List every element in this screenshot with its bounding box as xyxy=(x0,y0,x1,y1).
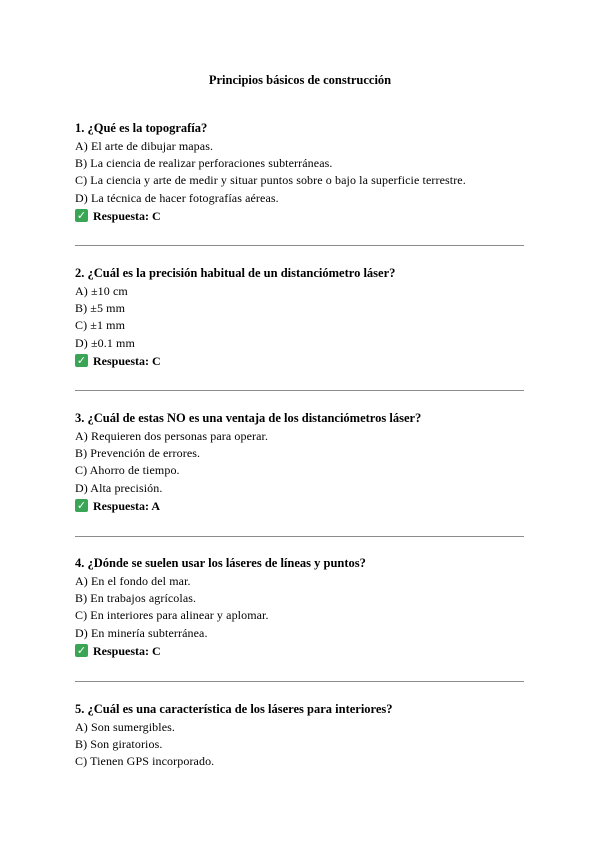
check-mark-icon: ✓ xyxy=(76,354,87,368)
answer-line xyxy=(75,207,535,225)
option-b: B) ±5 mm xyxy=(75,301,126,316)
divider xyxy=(75,681,524,682)
question-title: 4. ¿Dónde se suelen usar los láseres de líneas y puntos? xyxy=(75,556,366,570)
option-b: B) En trabajos agrícolas. xyxy=(75,591,197,606)
question-title: 5. ¿Cuál es una característica de los láseres para interiores? xyxy=(75,702,393,716)
option-d: D) En minería subterránea. xyxy=(75,625,208,640)
page-title: Principios básicos de construcción xyxy=(208,73,392,87)
option-c: C) Tienen GPS incorporado. xyxy=(75,754,215,769)
answer-line xyxy=(75,642,535,660)
option-a: A) Son sumergibles. xyxy=(75,720,176,734)
question-title: 1. ¿Qué es la topografía? xyxy=(75,121,208,135)
question-1 xyxy=(75,120,535,225)
option-b: B) Son giratorios. xyxy=(75,737,163,752)
option-c: C) En interiores para alinear y aplomar. xyxy=(75,608,269,623)
question-4 xyxy=(75,555,535,660)
option-c: C) ±1 mm xyxy=(75,318,126,333)
option-c: C) Ahorro de tiempo. xyxy=(75,463,180,478)
option-c: C) La ciencia y arte de medir y situar puntos sobre o bajo la superficie terrestre. xyxy=(75,173,466,188)
answer-text: Respuesta: C xyxy=(93,353,161,368)
option-a: A) Requieren dos personas para operar. xyxy=(75,429,269,443)
answer-text: Respuesta: C xyxy=(93,643,161,658)
question-2 xyxy=(75,265,535,370)
question-5 xyxy=(75,701,535,771)
check-mark-icon: ✓ xyxy=(76,209,87,223)
divider xyxy=(75,245,524,246)
option-b: B) La ciencia de realizar perforaciones subterráneas. xyxy=(75,156,333,171)
answer-text: Respuesta: C xyxy=(93,208,161,223)
option-a: A) El arte de dibujar mapas. xyxy=(75,139,214,153)
option-a: A) En el fondo del mar. xyxy=(75,574,191,588)
question-title: 2. ¿Cuál es la precisión habitual de un distanciómetro láser? xyxy=(75,266,396,280)
option-d: D) La técnica de hacer fotografías aéreas. xyxy=(75,190,279,205)
divider xyxy=(75,536,524,537)
question-title: 3. ¿Cuál de estas NO es una ventaja de los distanciómetros láser? xyxy=(75,411,422,425)
check-mark-icon: ✓ xyxy=(76,499,87,513)
option-b: B) Prevención de errores. xyxy=(75,446,201,461)
option-d: D) ±0.1 mm xyxy=(75,335,135,350)
answer-text: Respuesta: A xyxy=(93,498,161,513)
answer-line xyxy=(75,352,535,370)
answer-line xyxy=(75,497,535,515)
option-d: D) Alta precisión. xyxy=(75,480,163,495)
option-a: A) ±10 cm xyxy=(75,284,128,298)
check-mark-icon: ✓ xyxy=(76,644,87,658)
question-3 xyxy=(75,410,535,515)
divider xyxy=(75,390,524,391)
